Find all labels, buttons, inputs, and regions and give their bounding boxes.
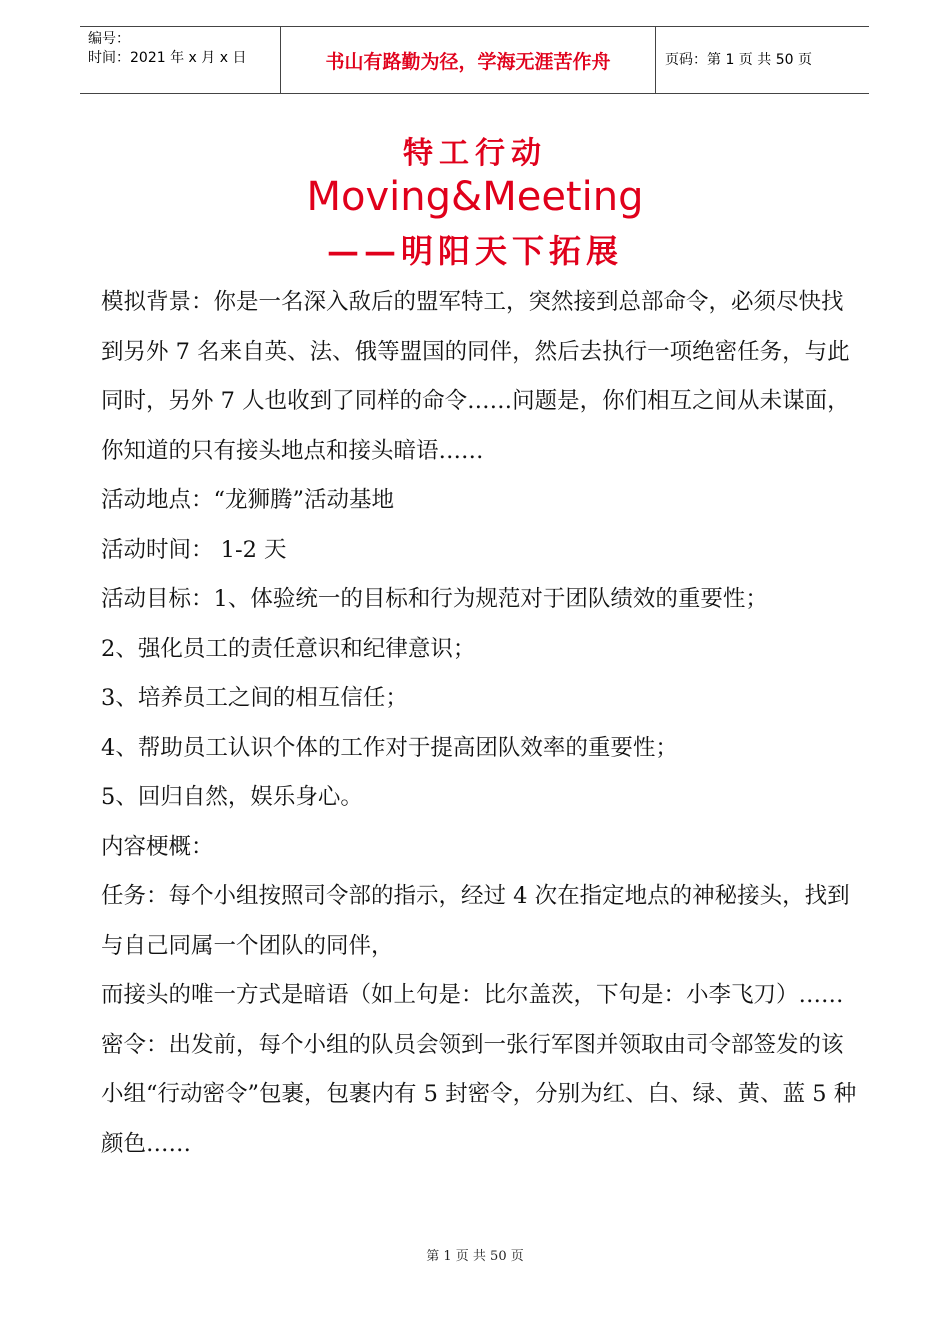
paragraph-goal-5: 5、回归自然，娱乐身心。 <box>101 784 363 810</box>
doc-title: 特工行动 <box>403 136 547 171</box>
doc-title-english: Moving&Meeting <box>306 174 644 220</box>
paragraph-summary-heading: 内容梗概： <box>101 833 214 860</box>
page-footer: 第 1 页 共 50 页 <box>426 1249 524 1264</box>
paragraph-goal-4: 4、帮助员工认识个体的工作对于提高团队效率的重要性； <box>101 734 678 761</box>
paragraph-task-1: 任务：每个小组按照司令部的指示，经过 4 次在指定地点的神秘接头，找到与自己同属一个团队的同伴， <box>101 883 850 959</box>
paragraph-time: 活动时间： 1-2 天 <box>101 536 287 563</box>
paragraph-code: 密令：出发前，每个小组的队员会领到一张行军图并领取由司令部签发的该小组“行动密令”包裹，包裹内有 5 封密令，分别为红、白、绿、黄、蓝 5 种颜色…… <box>101 1031 857 1157</box>
paragraph-goal-3: 3、培养员工之间的相互信任； <box>101 685 408 711</box>
paragraph-location: 活动地点：“龙狮腾”活动基地 <box>101 487 395 513</box>
paragraph-background: 模拟背景：你是一名深入敌后的盟军特工，突然接到总部命令，必须尽快找到另外 7 名来自英、法、俄等盟国的同伴，然后去执行一项绝密任务，与此同时，另外 7 人也收到了同样的命令……问题是，你们相互之间从未谋面，你知道的只有接头地点和接头暗语…… <box>101 289 850 464</box>
document-number-label: 编号： <box>88 31 130 47</box>
header-page-info: 页码：第 1 页 共 50 页 <box>665 52 812 68</box>
document-date: 时间：2021 年 x 月 x 日 <box>88 50 247 66</box>
paragraph-task-2: 而接头的唯一方式是暗语（如上句是：比尔盖茨，下句是：小李飞刀）…… <box>101 982 844 1008</box>
header-motto: 书山有路勤为径，学海无涯苦作舟 <box>325 51 611 73</box>
header-center-cell <box>280 27 656 93</box>
header-right-cell <box>655 27 869 93</box>
page-header <box>80 26 869 94</box>
paragraph-goal-1: 活动目标：1、体验统一的目标和行为规范对于团队绩效的重要性； <box>101 586 768 612</box>
document-body <box>101 278 861 1169</box>
paragraph-goal-2: 2、强化员工的责任意识和纪律意识； <box>101 635 476 662</box>
header-left-cell <box>80 27 280 93</box>
doc-subtitle: ——明阳天下拓展 <box>326 232 623 270</box>
